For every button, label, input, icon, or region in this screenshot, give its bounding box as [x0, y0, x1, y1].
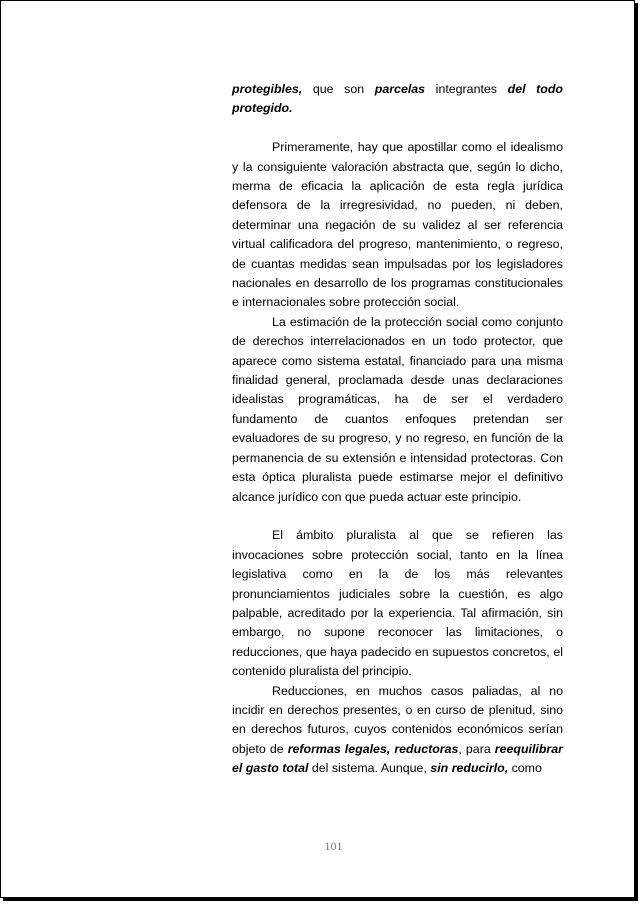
paragraph: Primeramente, hay que apostillar como el idealismo y la consiguiente valoración abstracta que, según lo dicho, merma de eficacia la aplicación de esta regla jurídica defensora de la irregresividad, no pueden, ni deben, determinar una negación de su validez al ser referencia virtual calificadora del progreso, mantenimiento, o regreso, de cuantas medidas sean impulsadas por los legisladores nacionales en desarrollo de los programas constitucionales e internacionales sobre protección social.	[232, 140, 563, 310]
body-text	[232, 80, 563, 779]
emphasis-text: reformas legales, reductoras	[287, 741, 459, 756]
page-number: 101	[324, 839, 343, 853]
plain-text: Reducciones, en muchos casos paliadas, al no incidir en derechos presentes, o en curso de plenitud, sino en derechos futuros, cuyos contenidos económicos serían objeto de	[232, 683, 563, 756]
plain-text: , para	[458, 741, 495, 756]
emphasis-text: parcelas	[374, 82, 426, 96]
plain-text: como	[508, 761, 542, 776]
emphasis-text: sin reducirlo,	[430, 761, 509, 776]
paragraph: El ámbito pluralista al que se refieren las invocaciones sobre protección social, tanto en la línea legislativa como en la de los más relevantes pronunciamientos judiciales sobre la cuestión, es algo palpable, acreditado por la experiencia. Tal afirmación, sin embargo, no supone reconocer las limitaciones, o reducciones, que haya padecido en supuestos concretos, el contenido pluralista del principio.	[232, 528, 563, 679]
emphasis-text: reequilibrar el gasto total	[232, 741, 563, 776]
plain-text: integrantes	[425, 82, 508, 96]
plain-text: del sistema. Aunque,	[308, 761, 431, 776]
paragraph-continuation	[232, 80, 563, 119]
paragraph	[232, 682, 563, 779]
plain-text: que son	[302, 82, 375, 96]
emphasis-text: del todo protegido.	[232, 82, 563, 116]
paragraph: La estimación de la protección social como conjunto de derechos interrelacionados en un todo protector, que aparece como sistema estatal, financiado para una misma finalidad general, proclamada desde unas declaraciones idealistas programáticas, ha de ser el verdadero fundamento de cuantos enfoques pretendan ser evaluadores de su progreso, y no regreso, en función de la permanencia de su extensión e intensidad protectoras. Con esta óptica pluralista puede estimarse mejor el definitivo alcance jurídico con que pueda actuar este principio.	[232, 314, 563, 504]
emphasis-text: protegibles,	[232, 82, 303, 96]
